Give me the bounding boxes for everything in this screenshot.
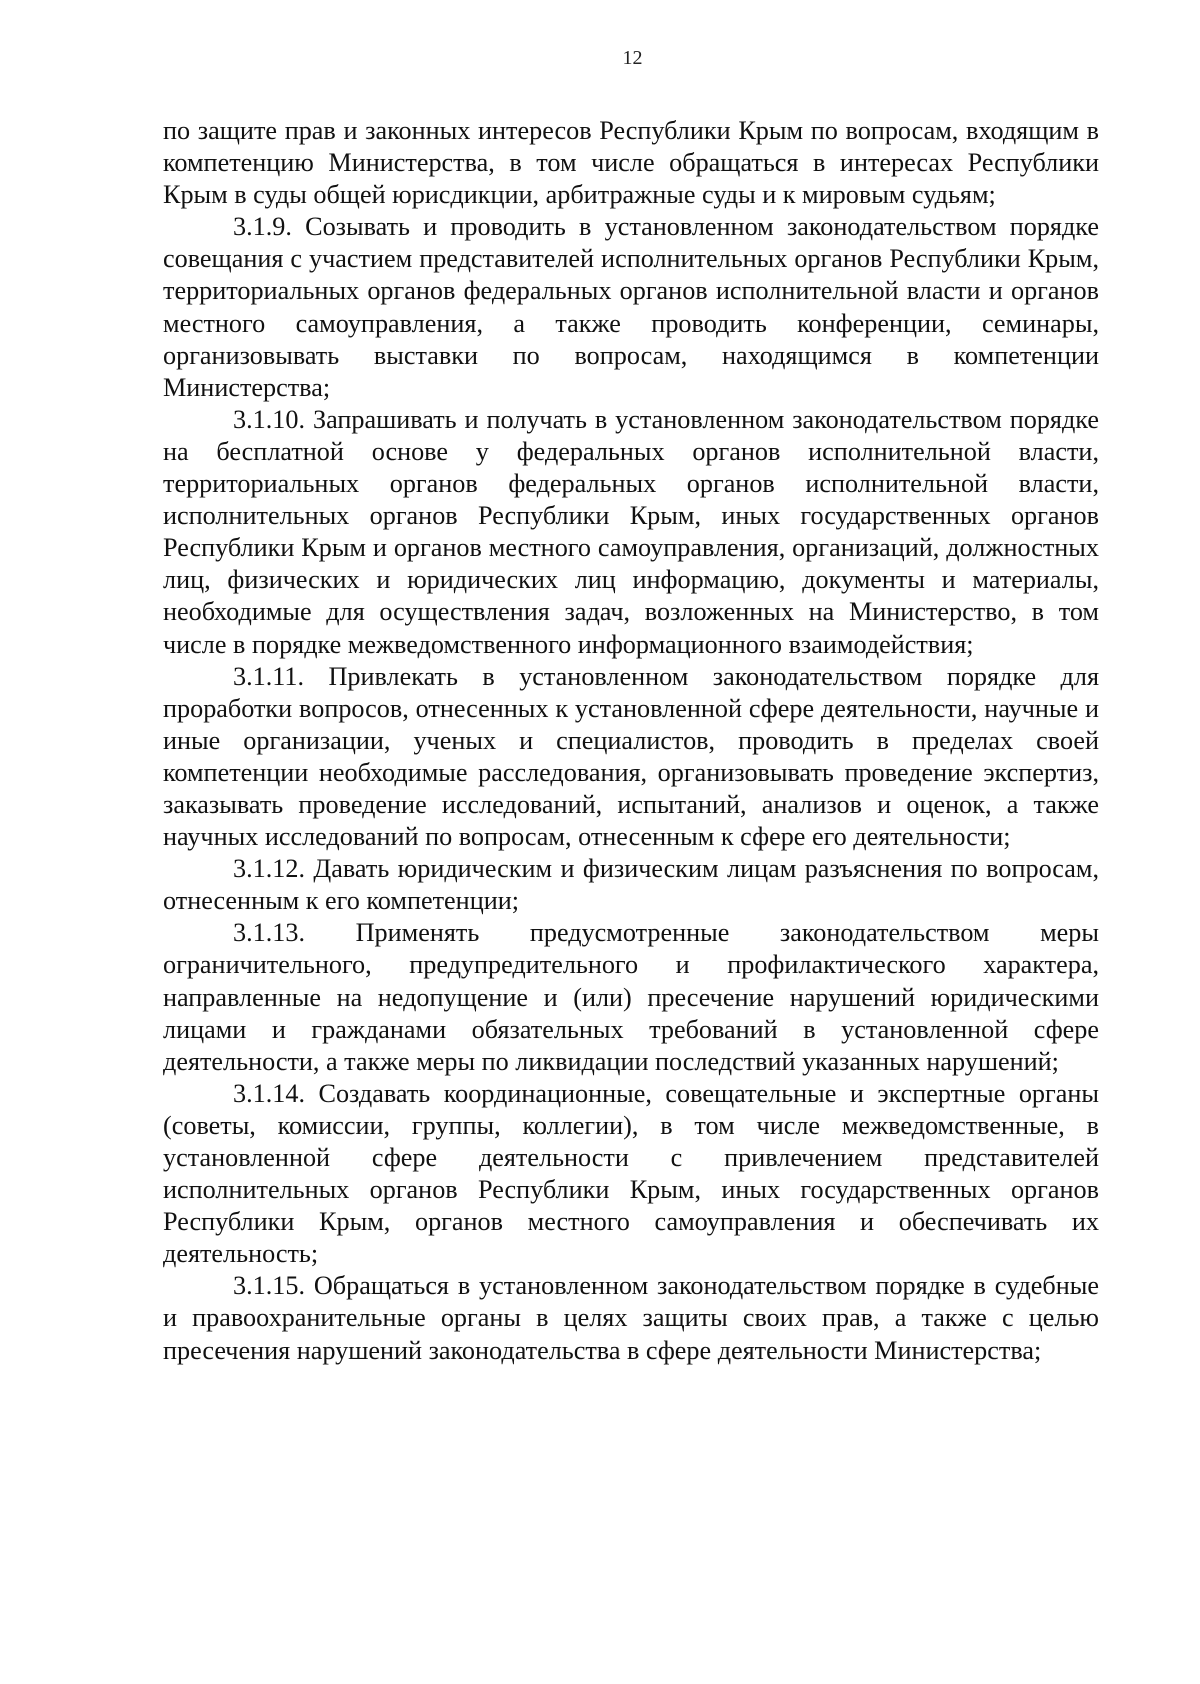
document-body xyxy=(163,115,1099,1367)
paragraph-3-1-12: 3.1.12. Давать юридическим и физическим лицам разъяснения по вопросам, отнесенным к его компетенции; xyxy=(163,854,1099,916)
paragraph-3-1-13: 3.1.13. Применять предусмотренные законодательством меры ограничительного, предупредительного и профилактического характера, направленные на недопущение и (или) пресечение нарушений юридическими лицами и гражданами обязательных требований в установленной сфере деятельности, а также меры по ликвидации последствий указанных нарушений; xyxy=(163,918,1099,1076)
paragraph-continuation: по защите прав и законных интересов Республики Крым по вопросам, входящим в компетенцию Министерства, в том числе обращаться в интересах Республики Крым в суды общей юрисдикции, арбитражные суды и к мировым судьям; xyxy=(163,116,1099,210)
paragraph-3-1-10: 3.1.10. Запрашивать и получать в установленном законодательством порядке на бесплатной основе у федеральных органов исполнительной власти, территориальных органов федеральных органов исполнительной власти, исполнительных органов Республики Крым, иных государственных органов Республики Крым и органов местного самоуправления, организаций, должностных лиц, физических и юридических лиц информацию, документы и материалы, необходимые для осуществления задач, возложенных на Министерство, в том числе в порядке межведомственного информационного взаимодействия; xyxy=(163,404,1099,659)
paragraph-3-1-9: 3.1.9. Созывать и проводить в установленном законодательством порядке совещания с участием представителей исполнительных органов Республики Крым, территориальных органов федеральных органов исполнительной власти и органов местного самоуправления, а также проводить конференции, семинары, организовывать выставки по вопросам, находящимся в компетенции Министерства; xyxy=(163,212,1099,402)
page-number: 12 xyxy=(622,47,643,69)
paragraph-3-1-11: 3.1.11. Привлекать в установленном законодательством порядке для проработки вопросов, отнесенных к установленной сфере деятельности, научные и иные организации, ученых и специалистов, проводить в пределах своей компетенции необходимые расследования, организовывать проведение экспертиз, заказывать проведение исследований, испытаний, анализов и оценок, а также научных исследований по вопросам, отнесенным к сфере его деятельности; xyxy=(163,661,1099,852)
paragraph-3-1-14: 3.1.14. Создавать координационные, совещательные и экспертные органы (советы, комиссии, группы, коллегии), в том числе межведомственные, в установленной сфере деятельности с привлечением представителей исполнительных органов Республики Крым, иных государственных органов Республики Крым, органов местного самоуправления и обеспечивать их деятельность; xyxy=(163,1078,1099,1269)
paragraph-3-1-15: 3.1.15. Обращаться в установленном законодательством порядке в судебные и правоохранительные органы в целях защиты своих прав, а также с целью пресечения нарушений законодательства в сфере деятельности Министерства; xyxy=(163,1271,1099,1365)
